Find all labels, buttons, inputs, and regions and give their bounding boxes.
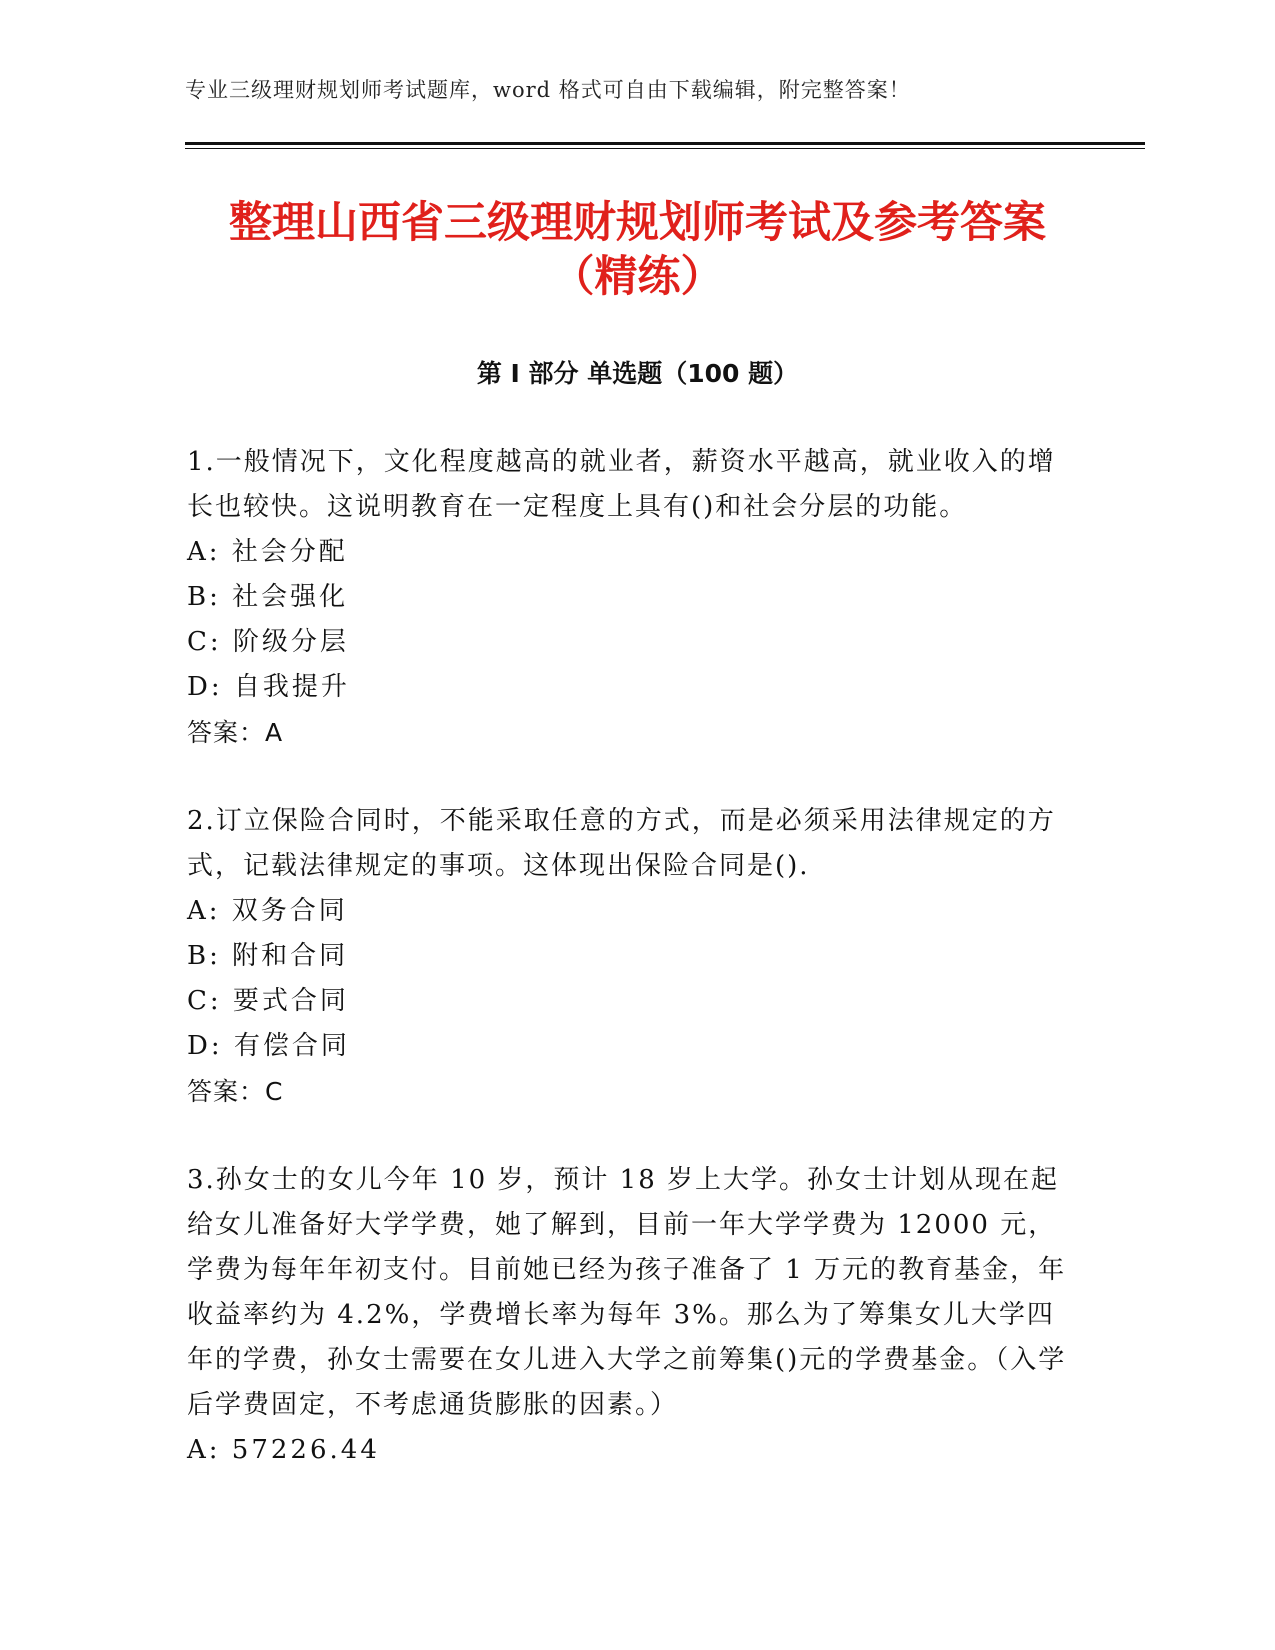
question-text: 1.一般情况下，文化程度越高的就业者，薪资水平越高，就业收入的增长也较快。这说明教育在一定程度上具有()和社会分层的功能。 [187,447,1056,522]
question-list [187,440,1067,1517]
option-a: A: 双务合同 [187,896,348,926]
option-c: C: 阶级分层 [187,627,349,657]
option-c: C: 要式合同 [187,986,349,1016]
document-title-line1: 整理山西省三级理财规划师考试及参考答案 [229,198,1046,248]
document-title-line2: （精练） [551,252,724,302]
option-d: D: 有偿合同 [187,1031,350,1061]
document-title [150,196,1125,304]
header-rule-thin [185,148,1145,149]
question-1 [187,440,1067,755]
section-heading: 第 I 部分 单选题（100 题） [476,359,799,388]
option-b: B: 附和合同 [187,941,349,971]
question-2 [187,799,1067,1114]
option-a: A: 社会分配 [187,537,348,567]
option-a: A: 57226.44 [187,1435,380,1465]
option-d: D: 自我提升 [187,672,350,702]
question-text: 2.订立保险合同时，不能采取任意的方式，而是必须采用法律规定的方式，记载法律规定的事项。这体现出保险合同是(). [187,806,1056,881]
option-b: B: 社会强化 [187,582,349,612]
question-3 [187,1158,1067,1473]
answer-line: 答案：C [187,1077,284,1106]
header-rule-thick [185,142,1145,145]
question-text: 3.孙女士的女儿今年 10 岁，预计 18 岁上大学。孙女士计划从现在起给女儿准备好大学学费，她了解到，目前一年大学学费为 12000 元，学费为每年年初支付。目前她已经为孩子准备了 1 万元的教育基金，年收益率约为 4.2%，学费增长率为每年 3%。那么为了筹集女儿大学四年的学费，孙女士需要在女儿进入大学之前筹集()元的学费基金。（入学后学费固定，不考虑通货膨胀的因素。） [187,1165,1067,1420]
answer-line: 答案：A [187,718,284,747]
header-note: 专业三级理财规划师考试题库，word 格式可自由下载编辑，附完整答案！ [185,78,911,102]
